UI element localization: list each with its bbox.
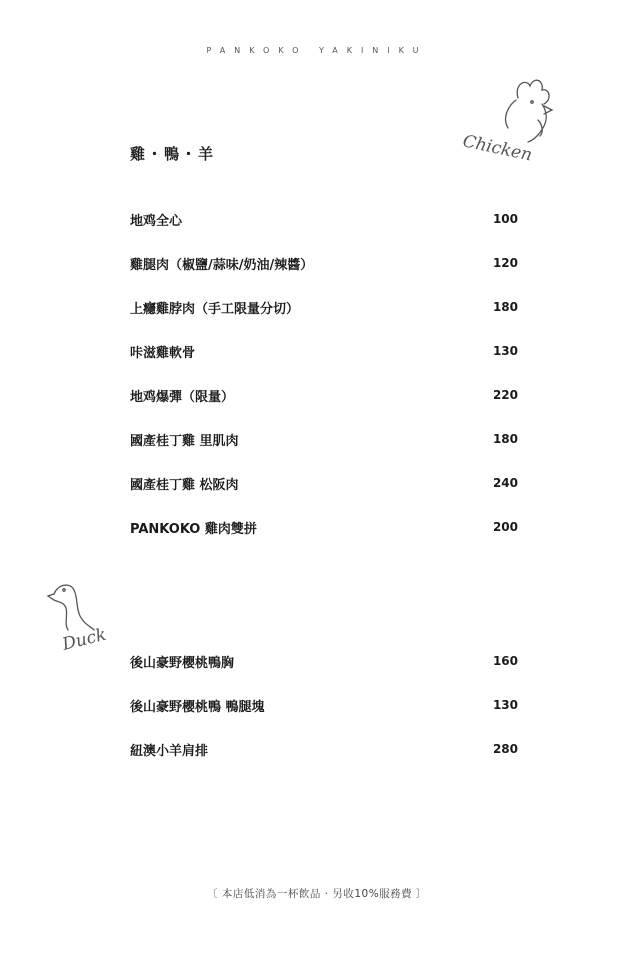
- menu-item-price: 130: [492, 698, 518, 712]
- menu-item: [130, 695, 518, 715]
- menu-item-name: 雞腿肉（椒鹽/蒜味/奶油/辣醬）: [130, 257, 314, 273]
- menu-item-name: 地鸡爆彈（限量）: [130, 389, 235, 405]
- menu-item-name: 後山豪野櫻桃鴨胸: [130, 655, 235, 671]
- menu-item: [130, 297, 518, 317]
- menu-item: [130, 739, 518, 759]
- menu-item: [130, 651, 518, 671]
- menu-item: [130, 517, 518, 537]
- menu-item-name: 國產桂丁雞 松阪肉: [130, 477, 239, 493]
- menu-item-price: 180: [492, 300, 518, 314]
- menu-item-price: 160: [492, 654, 518, 668]
- chicken-illustration: [458, 70, 558, 170]
- menu-item-price: 130: [492, 344, 518, 358]
- menu-item-price: 220: [492, 388, 518, 402]
- menu-item-name: 上癮雞脖肉（手工限量分切）: [130, 301, 300, 317]
- duck-label: Duck: [60, 624, 109, 655]
- menu-item-name: PANKOKO 雞肉雙拼: [130, 521, 257, 537]
- menu-item-price: 100: [492, 212, 518, 226]
- menu-item-name: 國產桂丁雞 里肌肉: [130, 433, 239, 449]
- menu-item: [130, 473, 518, 493]
- duck-illustration: [44, 574, 134, 664]
- menu-item: [130, 429, 518, 449]
- brand-header: PANKOKO YAKINIKU: [206, 46, 428, 55]
- menu-item: [130, 385, 518, 405]
- menu-item: [130, 341, 518, 361]
- menu-item-price: 180: [492, 432, 518, 446]
- chicken-label: Chicken: [460, 131, 534, 166]
- section-title: 雞・鴨・羊: [130, 145, 216, 163]
- menu-item-name: 咔滋雞軟骨: [130, 345, 196, 361]
- menu-item: [130, 253, 518, 273]
- menu-item-price: 120: [492, 256, 518, 270]
- menu-item-price: 280: [492, 742, 518, 756]
- menu-item-name: 地鸡全心: [130, 213, 183, 229]
- menu-item-price: 240: [492, 476, 518, 490]
- menu-item-name: 紐澳小羊肩排: [130, 743, 209, 759]
- menu-item-name: 後山豪野櫻桃鴨 鴨腿塊: [130, 699, 265, 715]
- menu-item-price: 200: [492, 520, 518, 534]
- service-charge-note: 〔 本店低消為一杯飲品 · 另收10%服務費 〕: [206, 888, 428, 900]
- menu-item: [130, 209, 518, 229]
